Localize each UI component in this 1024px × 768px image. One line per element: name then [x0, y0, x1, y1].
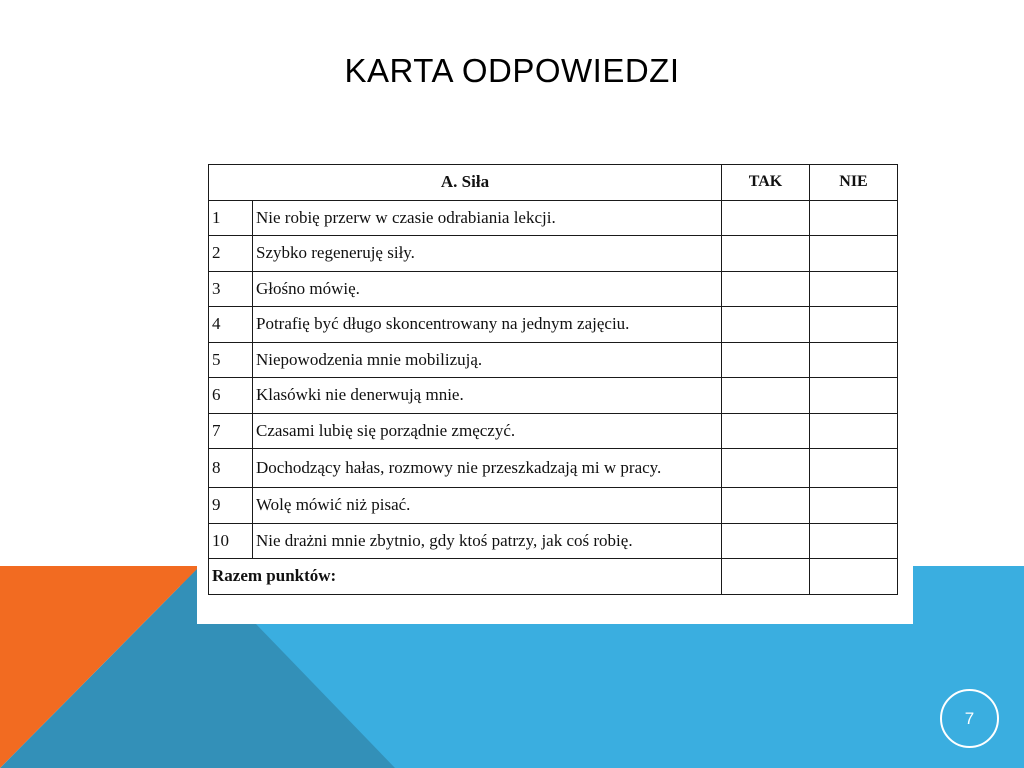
no-cell[interactable] [810, 378, 898, 414]
row-number: 8 [209, 449, 253, 488]
row-statement: Szybko regeneruję siły. [253, 236, 722, 272]
row-number: 6 [209, 378, 253, 414]
table-row [209, 271, 898, 307]
no-cell[interactable] [810, 236, 898, 272]
row-number: 2 [209, 236, 253, 272]
row-statement: Nie drażni mnie zbytnio, gdy ktoś patrzy, jak coś robię. [253, 523, 722, 559]
table-row [209, 488, 898, 524]
yes-cell[interactable] [722, 413, 810, 449]
row-statement: Dochodzący hałas, rozmowy nie przeszkadzają mi w pracy. [253, 449, 722, 488]
row-number: 5 [209, 342, 253, 378]
row-statement: Klasówki nie denerwują mnie. [253, 378, 722, 414]
table-row [209, 307, 898, 343]
total-no-cell[interactable] [810, 559, 898, 595]
yes-cell[interactable] [722, 307, 810, 343]
total-yes-cell[interactable] [722, 559, 810, 595]
table-row [209, 378, 898, 414]
yes-cell[interactable] [722, 342, 810, 378]
row-number: 1 [209, 200, 253, 236]
table-row [209, 413, 898, 449]
table-row [209, 200, 898, 236]
row-number: 7 [209, 413, 253, 449]
page-number-badge [940, 689, 999, 748]
row-number: 4 [209, 307, 253, 343]
no-cell[interactable] [810, 449, 898, 488]
column-header-yes: TAK [722, 165, 810, 201]
no-cell[interactable] [810, 523, 898, 559]
table-header-row [209, 165, 898, 201]
row-statement: Czasami lubię się porządnie zmęczyć. [253, 413, 722, 449]
yes-cell[interactable] [722, 488, 810, 524]
table-row [209, 449, 898, 488]
row-statement: Nie robię przerw w czasie odrabiania lekcji. [253, 200, 722, 236]
page-number: 7 [964, 708, 975, 728]
row-number: 9 [209, 488, 253, 524]
table-row [209, 236, 898, 272]
slide-title: KARTA ODPOWIEDZI [344, 52, 680, 89]
answer-card [197, 156, 913, 624]
no-cell[interactable] [810, 307, 898, 343]
no-cell[interactable] [810, 413, 898, 449]
total-row [209, 559, 898, 595]
yes-cell[interactable] [722, 271, 810, 307]
total-label: Razem punktów: [209, 559, 722, 595]
row-statement: Niepowodzenia mnie mobilizują. [253, 342, 722, 378]
row-statement: Potrafię być długo skoncentrowany na jednym zajęciu. [253, 307, 722, 343]
yes-cell[interactable] [722, 523, 810, 559]
yes-cell[interactable] [722, 378, 810, 414]
no-cell[interactable] [810, 200, 898, 236]
no-cell[interactable] [810, 271, 898, 307]
yes-cell[interactable] [722, 236, 810, 272]
row-statement: Głośno mówię. [253, 271, 722, 307]
column-header-no: NIE [810, 165, 898, 201]
table-row [209, 342, 898, 378]
no-cell[interactable] [810, 488, 898, 524]
table-row [209, 523, 898, 559]
no-cell[interactable] [810, 342, 898, 378]
row-number: 10 [209, 523, 253, 559]
row-statement: Wolę mówić niż pisać. [253, 488, 722, 524]
yes-cell[interactable] [722, 200, 810, 236]
yes-cell[interactable] [722, 449, 810, 488]
answer-table [208, 164, 898, 595]
row-number: 3 [209, 271, 253, 307]
section-header: A. Siła [209, 165, 722, 201]
